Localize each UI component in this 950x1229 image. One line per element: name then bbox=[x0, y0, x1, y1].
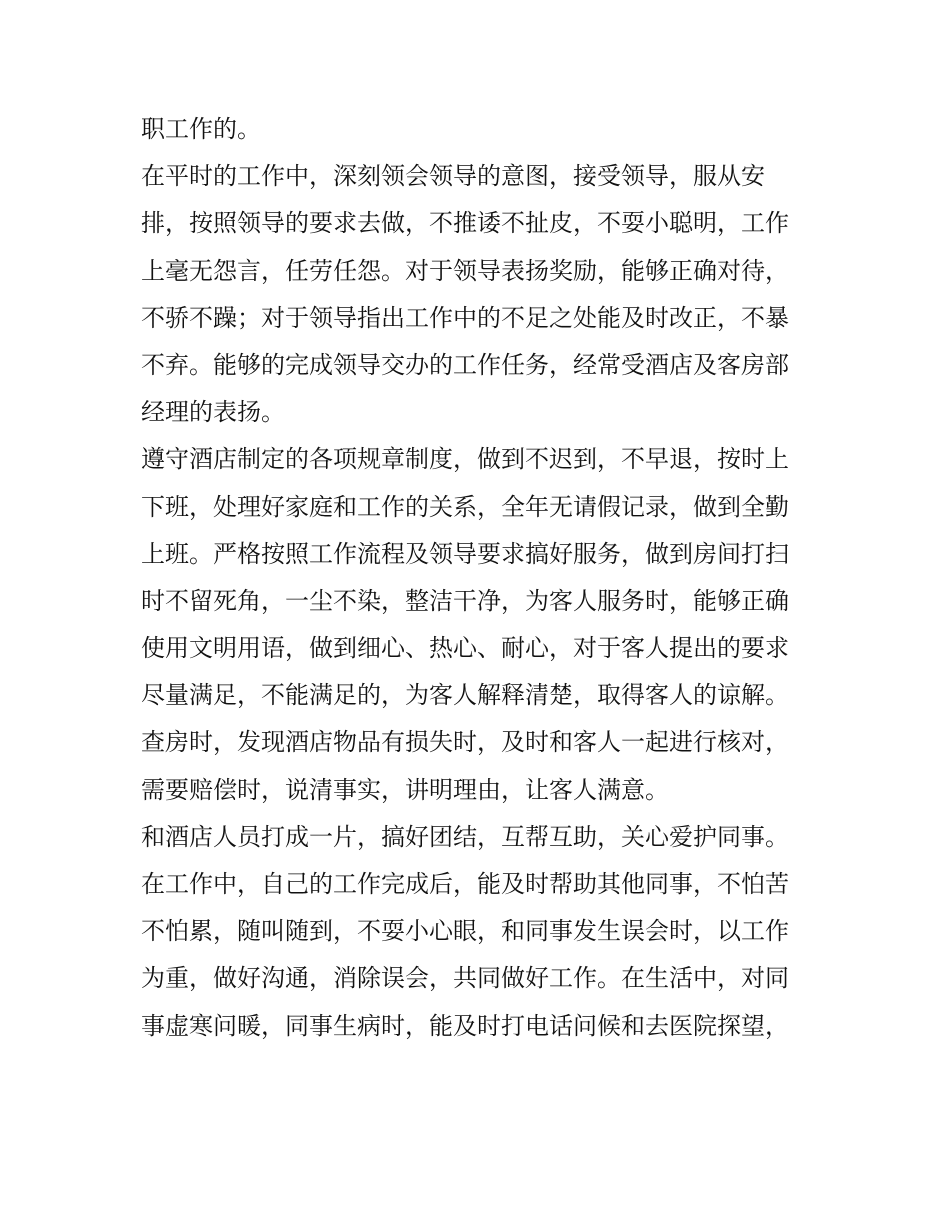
text-line: 时不留死角，一尘不染，整洁干净，为客人服务时，能够正确 bbox=[141, 586, 789, 615]
text-line: 不弃。能够的完成领导交办的工作任务，经常受酒店及客房部 bbox=[141, 350, 789, 379]
text-line: 下班，处理好家庭和工作的关系，全年无请假记录，做到全勤 bbox=[141, 492, 789, 521]
text-line: 为重，做好沟通，消除误会，共同做好工作。在生活中，对同 bbox=[141, 964, 789, 993]
text-line: 不怕累，随叫随到，不耍小心眼，和同事发生误会时，以工作 bbox=[141, 917, 789, 946]
text-line: 尽量满足，不能满足的，为客人解释清楚，取得客人的谅解。 bbox=[141, 681, 789, 710]
text-line: 事虚寒问暖，同事生病时，能及时打电话问候和去医院探望， bbox=[141, 1011, 789, 1040]
text-line: 上毫无怨言，任劳任怨。对于领导表扬奖励，能够正确对待， bbox=[141, 256, 789, 285]
text-line: 在工作中，自己的工作完成后，能及时帮助其他同事，不怕苦 bbox=[141, 870, 789, 898]
text-line: 经理的表扬。 bbox=[141, 398, 285, 427]
document-body bbox=[141, 106, 821, 1050]
text-line: 遵守酒店制定的各项规章制度，做到不迟到，不早退，按时上 bbox=[141, 445, 789, 474]
text-line: 上班。严格按照工作流程及领导要求搞好服务，做到房间打扫 bbox=[141, 539, 789, 568]
text-line: 和酒店人员打成一片，搞好团结，互帮互助，关心爱护同事。 bbox=[141, 822, 789, 851]
text-line: 排，按照领导的要求去做，不推诿不扯皮，不耍小聪明，工作 bbox=[141, 209, 789, 238]
text-line: 查房时，发现酒店物品有损失时，及时和客人一起进行核对， bbox=[141, 728, 789, 757]
text-line: 在平时的工作中，深刻领会领导的意图，接受领导，服从安 bbox=[141, 162, 765, 191]
text-line: 使用文明用语，做到细心、热心、耐心，对于客人提出的要求 bbox=[141, 634, 789, 663]
text-line: 需要赔偿时，说清事实，讲明理由，让客人满意。 bbox=[141, 775, 669, 804]
text-line: 职工作的。 bbox=[141, 115, 261, 143]
text-line: 不骄不躁；对于领导指出工作中的不足之处能及时改正，不暴 bbox=[141, 303, 789, 332]
